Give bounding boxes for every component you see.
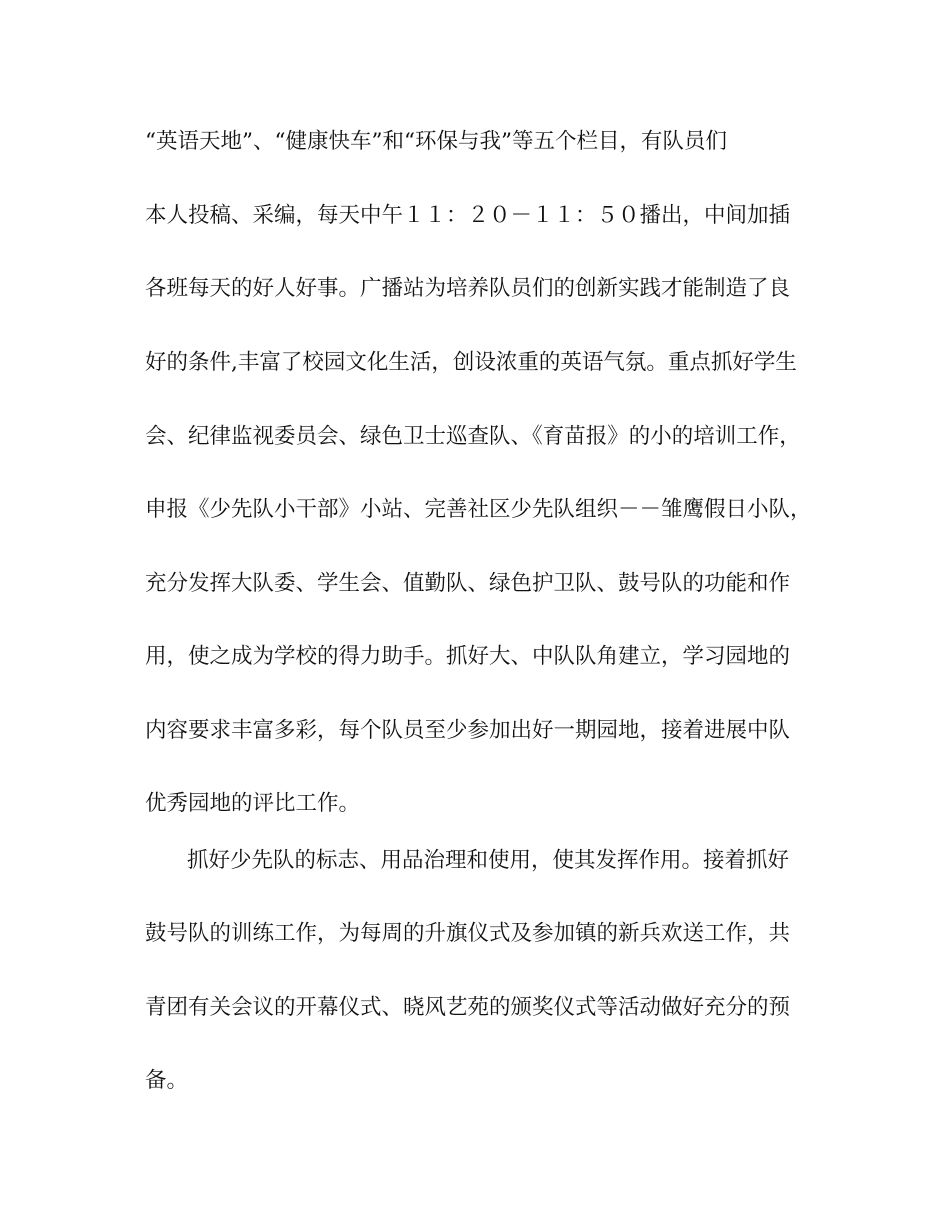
text-line: 本人投稿、采编，每天中午１１：２０－１１：５０播出，中间加插 <box>145 203 791 228</box>
text-line: “英语天地”、“健康快车”和“环保与我”等五个栏目，有队员们 <box>145 129 727 154</box>
text-line: 备。 <box>145 1068 189 1093</box>
text-line: 申报《少先队小干部》小站、完善社区少先队组织－－雏鹰假日小队， <box>145 497 812 522</box>
text-line: 青团有关会议的开幕仪式、晓风艺苑的颁奖仪式等活动做好充分的预 <box>145 995 791 1020</box>
text-line: 内容要求丰富多彩，每个队员至少参加出好一期园地，接着进展中队 <box>145 718 791 743</box>
text-line: 抓好少先队的标志、用品治理和使用，使其发挥作用。接着抓好 <box>187 848 790 873</box>
text-line: 会、纪律监视委员会、绿色卫士巡查队、《育苗报》的小的培训工作， <box>145 424 801 449</box>
text-line: 优秀园地的评比工作。 <box>145 791 361 816</box>
text-line: 好的条件,丰富了校园文化生活，创设浓重的英语气氛。重点抓好学生 <box>145 350 797 375</box>
text-line: 鼓号队的训练工作，为每周的升旗仪式及参加镇的新兵欢送工作，共 <box>145 921 791 946</box>
text-line: 用，使之成为学校的得力助手。抓好大、中队队角建立，学习园地的 <box>145 644 791 669</box>
text-line: 各班每天的好人好事。广播站为培养队员们的创新实践才能制造了良 <box>145 276 791 301</box>
text-line: 充分发挥大队委、学生会、值勤队、绿色护卫队、鼓号队的功能和作 <box>145 571 791 596</box>
